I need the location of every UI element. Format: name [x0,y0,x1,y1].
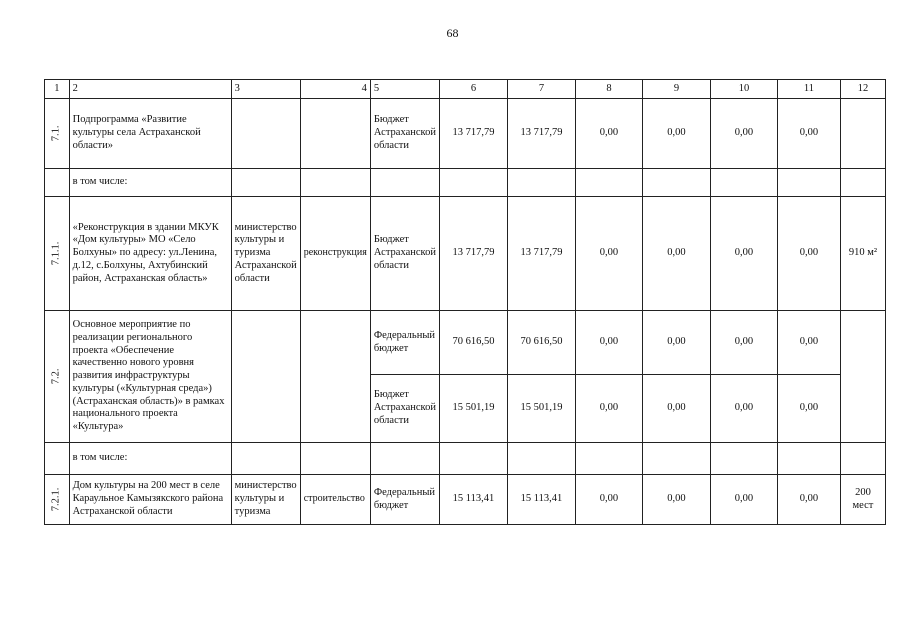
header-cell: 5 [370,80,439,99]
header-cell: 12 [840,80,885,99]
row-number: 7.2. [50,368,62,385]
row-number: 7.2.1. [50,487,62,512]
value-cell: 0,00 [642,375,710,443]
value-cell: 0,00 [710,475,777,525]
executor: министерство культуры и туризма [231,475,300,525]
header-cell: 6 [439,80,507,99]
table-row [45,197,886,311]
value-cell: 0,00 [710,311,777,375]
including-label: в том числе: [69,169,231,197]
value-cell: 15 501,19 [439,375,507,443]
including-label: в том числе: [69,443,231,475]
row-name: «Реконструкция в здании МКУК «Дом культуры» МО «Село Болхуны» по адресу: ул.Ленина, д.12, с.Болхуны, Ахтубинский район, Астраханская область» [69,197,231,311]
header-cell: 11 [777,80,840,99]
value-cell: 13 717,79 [439,197,507,311]
value-cell: 0,00 [777,311,840,375]
header-cell: 3 [231,80,300,99]
row-name: Основное мероприятие по реализации регионального проекта «Обеспечение качественно нового уровня развития инфраструктуры культуры («Культурная среда») (Астраханская область)» в рамках национального проекта «Культура» [69,311,231,443]
value-cell: 15 113,41 [507,475,575,525]
value-cell: 0,00 [777,99,840,169]
value-cell: 0,00 [777,475,840,525]
value-cell: 0,00 [575,197,642,311]
header-cell: 7 [507,80,575,99]
header-cell: 4 [300,80,370,99]
value-cell: 13 717,79 [507,197,575,311]
funding-source: Федеральный бюджет [370,475,439,525]
row-number: 7.1.1. [50,241,62,266]
program-table [44,79,886,525]
value-cell: 0,00 [710,197,777,311]
value-cell: 0,00 [642,99,710,169]
funding-source: Бюджет Астраханской области [370,375,439,443]
value-cell: 0,00 [575,99,642,169]
page-number: 68 [446,26,459,40]
value-cell: 0,00 [777,375,840,443]
table-row [45,475,886,525]
row-name: Дом культуры на 200 мест в селе Караульное Камызякского района Астраханской области [69,475,231,525]
table-row [45,311,886,375]
value-cell: 0,00 [777,197,840,311]
value-cell: 15 501,19 [507,375,575,443]
value-cell: 0,00 [575,311,642,375]
value-cell: 13 717,79 [439,99,507,169]
table-row [45,99,886,169]
funding-source: Федеральный бюджет [370,311,439,375]
header-cell: 8 [575,80,642,99]
work-type: строительство [300,475,370,525]
header-cell: 10 [710,80,777,99]
value-cell: 0,00 [575,475,642,525]
header-cell: 2 [69,80,231,99]
value-cell: 70 616,50 [439,311,507,375]
value-cell: 0,00 [642,197,710,311]
header-cell: 9 [642,80,710,99]
value-cell: 0,00 [575,375,642,443]
work-type: реконструкция [300,197,370,311]
value-cell: 0,00 [642,475,710,525]
value-cell: 70 616,50 [507,311,575,375]
capacity-cell: 200 мест [840,475,885,525]
header-row [45,80,886,99]
funding-source: Бюджет Астраханской области [370,197,439,311]
funding-source: Бюджет Астраханской области [370,99,439,169]
value-cell: 0,00 [710,375,777,443]
subheader-row [45,169,886,197]
executor: министерство культуры и туризма Астраханской области [231,197,300,311]
row-name: Подпрограмма «Развитие культуры села Астраханской области» [69,99,231,169]
header-cell: 1 [45,80,70,99]
subheader-row [45,443,886,475]
value-cell: 0,00 [642,311,710,375]
row-number: 7.1. [50,125,62,142]
value-cell: 13 717,79 [507,99,575,169]
capacity-cell: 910 м² [840,197,885,311]
value-cell: 0,00 [710,99,777,169]
value-cell: 15 113,41 [439,475,507,525]
